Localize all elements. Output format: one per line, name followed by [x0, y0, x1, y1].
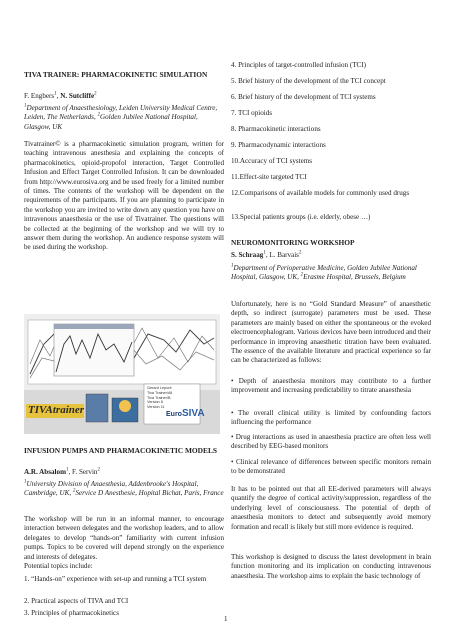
- topic-item: 11.Effect-site targeted TCI: [231, 173, 307, 181]
- tiva-trainer-body: Tivatrainer© is a pharmacokinetic simulation program, written for teaching intravenous anesthesia and explaining the concepts of pharmacokinetics, opioid-propofol interaction, Target Controlled Infusion and Effect Target Controlled Infusion. It can be downloaded from http://www.eurosiva.org and be used freely for a limited number of times. The contents of the workshop will be dependent on the requirements of the participants. If you are planning to participate in the workshop you are invited to write down any question you have on intravenous anaesthesia or the use of Tivatrainer. The questions will be collected at the beginning of the workshop and we will try to answer them during the workshop. An audience response system will be used during the workshop.: [24, 140, 224, 252]
- aff-sup: 2: [72, 489, 76, 495]
- neuromonitoring-bullet: • The overall clinical utility is limited by confounding factors influencing the performance: [231, 409, 431, 427]
- topic-item: 5. Brief history of the development of the TCI concept: [231, 77, 386, 85]
- tivatrainer-screenshot-figure: [24, 314, 220, 434]
- topic-item: 10.Accuracy of TCI systems: [231, 157, 313, 165]
- aff-text: Department of Perioperative Medicine, Golden Jubilee National Hospital, Glasgow, UK,: [231, 264, 417, 282]
- topic-item: 3. Principles of pharmacokinetics: [24, 609, 119, 617]
- aff-text: Golden Jubilee National Hospital, Glasgow, UK: [24, 113, 198, 131]
- aff-text: University Division of Anaesthesia, Addenbrooke's Hospital, Cambridge, UK,: [24, 480, 199, 498]
- page-number: 1: [224, 615, 228, 623]
- topic-item: 7. TCI opioids: [231, 109, 273, 117]
- infusion-pumps-title: INFUSION PUMPS AND PHARMACOKINETIC MODELS: [24, 446, 217, 455]
- version-box: [147, 386, 199, 410]
- infusion-pumps-body: The workshop will be run in an informal manner, to encourage interaction between delegates and the workshop leaders, and to allow delegates to develop “hands-on” familiarity with current infusion pumps. Topics to be covered will depend strongly on the experience and interests of delegates.: [24, 515, 224, 561]
- aff-text: Service D Anesthesie, Hopital Bichat, Paris, France: [75, 489, 224, 498]
- neuromonitoring-paragraph-2: It has to be pointed out that all EE-derived parameters will always quantify the degree of cortical activity/suppression, regardless of the underlying level of consciousness. The potential of depth of anaesthesia monitors to detect and subsequently avoid memory formation and recall is likely but still more evidence is required.: [231, 485, 431, 531]
- version-line: Tiva Trainer/All: [147, 390, 173, 395]
- version-line: Version 8: [147, 400, 163, 405]
- author-sup: 1: [65, 467, 69, 473]
- topic-item: 6. Brief history of the development of TCI systems: [231, 93, 376, 101]
- eurosiva-logo-part: Euro: [166, 411, 182, 418]
- author-name: N. Sutcliffe: [60, 92, 95, 100]
- eurosiva-logo-part: SIVA: [181, 408, 205, 419]
- neuromonitoring-title: NEUROMONITORING WORKSHOP: [231, 238, 355, 247]
- topic-item: 12.Comparisons of available models for commonly used drugs: [231, 189, 410, 197]
- neuromonitoring-paragraph-3: This workshop is designed to discuss the latest development in brain function monitoring and its implication on conducting intravenous anaesthesia. The workshop aims to explain the basic technology of: [231, 553, 431, 580]
- tiva-trainer-title: TIVA TRAINER: PHARMACOKINETIC SIMULATION: [24, 70, 208, 79]
- neuromonitoring-bullet: • Drug interactions as used in anaesthesia practice are often less well described by EEG-based monitors: [231, 433, 431, 451]
- neuromonitoring-bullet: • Clinical relevance of differences between specific monitors remain to be demonstrated: [231, 458, 431, 476]
- author-sup: 2: [97, 467, 100, 473]
- author-sup: 2: [298, 250, 302, 256]
- infusion-pumps-affiliation: [24, 480, 224, 499]
- aff-text: Erasme Hospital, Brussels, Belgium: [303, 273, 406, 282]
- neuromonitoring-authors: [231, 251, 301, 260]
- author-name: A.R. Absalom: [24, 468, 66, 476]
- version-line: Gerard Leporé: [147, 386, 172, 390]
- topic-item: 13.Special patients groups (i.e. elderly, obese …): [231, 213, 371, 221]
- infusion-pumps-authors: [24, 468, 224, 477]
- author-name: F. Engbers: [24, 92, 55, 100]
- author-name: S. Schraag: [231, 251, 264, 259]
- author-sup: 2: [94, 91, 97, 97]
- topics-intro: Potential topics include:: [24, 562, 93, 570]
- author-sep: ,: [56, 92, 61, 100]
- author-sep: , L. Barvais: [265, 251, 299, 259]
- aff-text: Department of Anaesthesiology, Leiden University Medical Centre, Leiden, The Netherlands,: [24, 104, 218, 122]
- topic-item: 9. Pharmacodynamic interactions: [231, 141, 326, 149]
- neuromonitoring-affiliation: [231, 264, 431, 283]
- author-sup: 1: [54, 91, 57, 97]
- aff-sup: 1: [24, 103, 27, 109]
- tiva-trainer-authors: [24, 92, 224, 101]
- aff-sup: 1: [24, 479, 27, 485]
- aff-sup: 2: [300, 273, 304, 279]
- tiva-trainer-affiliation: [24, 104, 224, 132]
- aff-sup: 2: [97, 113, 100, 119]
- topic-item: 4. Principles of target-controlled infusion (TCI): [231, 61, 367, 69]
- topic-item: 8. Pharmacokinetic interactions: [231, 125, 321, 133]
- topic-item: 2. Practical aspects of TIVA and TCI: [24, 597, 129, 605]
- author-sep: , F. Servin: [68, 468, 98, 476]
- topic-item: 1. “Hands-on” experience with set-up and running a TCI system: [24, 575, 207, 583]
- author-sup: 1: [263, 250, 266, 256]
- tivatrainer-logo: TIVAtrainer: [28, 404, 85, 416]
- neuromonitoring-paragraph-1: Unfortunately, here is no “Gold Standard Measure” of anaesthetic depth, so indirect (surrogate) parameters must be used. These parameters are mainly based on either the spontaneous or the evoked electroencephalogram. Various devices have been introduced and their performance in improving anaesthetic titration have been evaluated. The essence of the available literature and practical experience so far can be characterized as follows:: [231, 300, 431, 365]
- version-line: Tiva Trainer/B: [147, 395, 171, 400]
- neuromonitoring-bullet: • Depth of anaesthesia monitors may contribute to a further improvement and increasing predictability to titrate anaesthesia: [231, 377, 431, 395]
- aff-sup: 1: [231, 263, 234, 269]
- version-line: Version 11: [147, 405, 165, 410]
